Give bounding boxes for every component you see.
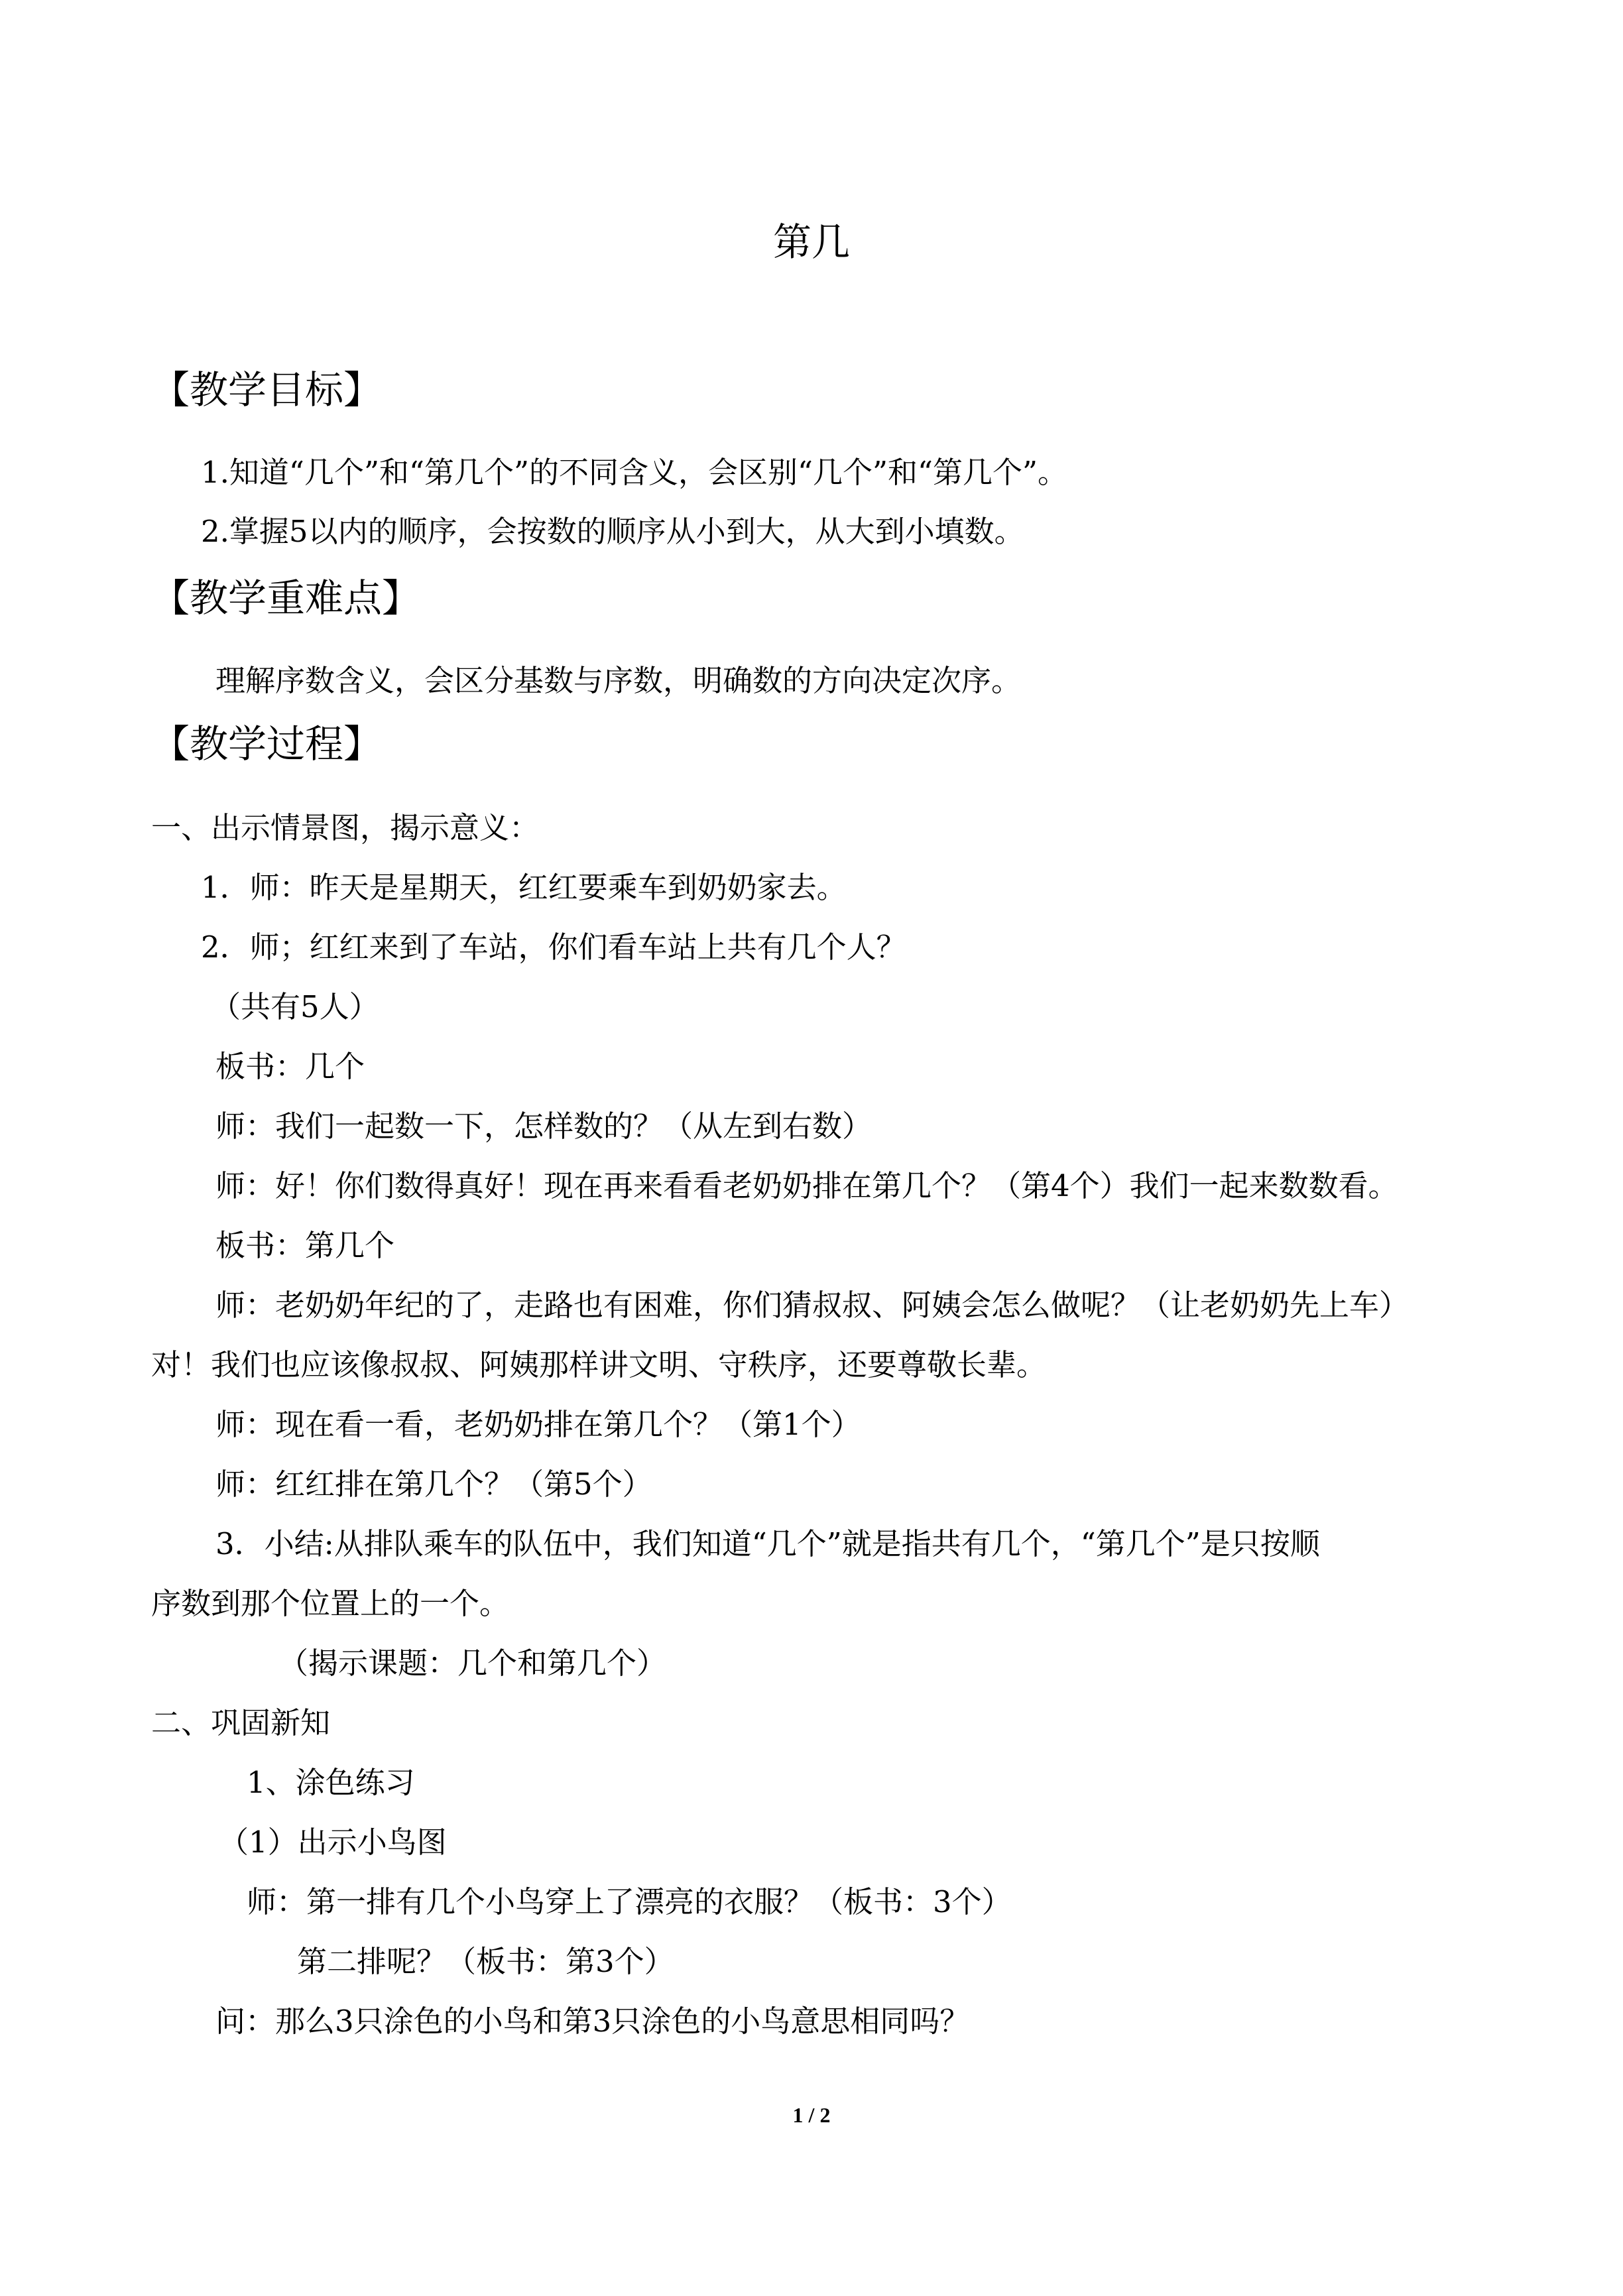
heading-objectives: 【教学目标】 bbox=[151, 367, 383, 412]
paragraph-line: 板书：第几个 bbox=[215, 1228, 395, 1263]
paragraph-line: 师：我们一起数一下，怎样数的？（从左到右数） bbox=[215, 1109, 872, 1144]
heading-process: 【教学过程】 bbox=[151, 721, 383, 766]
paragraph-line: 师：老奶奶年纪的了，走路也有困难，你们猜叔叔、阿姨会怎么做呢？（让老奶奶先上车） bbox=[215, 1288, 1410, 1323]
section-title: 二、巩固新知 bbox=[151, 1705, 331, 1740]
paragraph-line: 师：好！你们数得真好！现在再来看看老奶奶排在第几个？（第4个）我们一起来数数看。 bbox=[215, 1168, 1398, 1203]
objective-item: 1.知道“几个”和“第几个”的不同含义，会区别“几个”和“第几个”。 bbox=[201, 455, 1067, 490]
paragraph-line: 师：第一排有几个小鸟穿上了漂亮的衣服？（板书：3个） bbox=[247, 1884, 1012, 1919]
paragraph-line: 对！我们也应该像叔叔、阿姨那样讲文明、守秩序，还要尊敬长辈。 bbox=[151, 1347, 1047, 1382]
paragraph-line: （1）出示小鸟图 bbox=[219, 1825, 447, 1860]
paragraph-line: 问：那么3只涂色的小鸟和第3只涂色的小鸟意思相同吗？ bbox=[215, 2004, 970, 2039]
paragraph-line: 第二排呢？（板书：第3个） bbox=[297, 1944, 674, 1979]
paragraph-line: 2．师；红红来到了车站，你们看车站上共有几个人？ bbox=[201, 930, 906, 965]
paragraph-line: 序数到那个位置上的一个。 bbox=[151, 1586, 510, 1621]
page-title: 第几 bbox=[772, 219, 850, 265]
paragraph-line: （揭示课题：几个和第几个） bbox=[278, 1646, 667, 1681]
section-title: 一、出示情景图，揭示意义： bbox=[151, 810, 540, 845]
heading-key-points: 【教学重难点】 bbox=[151, 575, 421, 621]
paragraph-line: 1．师：昨天是星期天，红红要乘车到奶奶家去。 bbox=[201, 870, 847, 905]
paragraph-line: 1、涂色练习 bbox=[247, 1765, 415, 1800]
key-points-text: 理解序数含义，会区分基数与序数，明确数的方向决定次序。 bbox=[215, 663, 1022, 698]
paragraph-line: （共有5人） bbox=[211, 989, 379, 1024]
paragraph-line: 师：红红排在第几个？（第5个） bbox=[215, 1467, 652, 1502]
paragraph-line: 板书：几个 bbox=[215, 1049, 365, 1084]
objective-item: 2.掌握5以内的顺序，会按数的顺序从小到大，从大到小填数。 bbox=[201, 514, 1024, 549]
page-number: 1 / 2 bbox=[792, 2103, 831, 2127]
paragraph-line: 3．小结:从排队乘车的队伍中，我们知道“几个”就是指共有几个，“第几个”是只按顺 bbox=[215, 1526, 1320, 1561]
paragraph-line: 师：现在看一看，老奶奶排在第几个？（第1个） bbox=[215, 1407, 861, 1442]
